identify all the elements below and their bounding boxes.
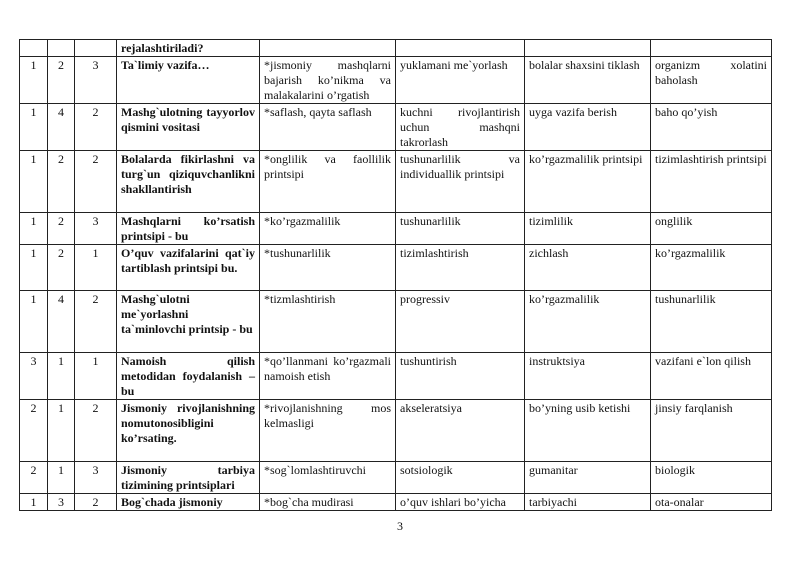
- column-1-cell: 2: [20, 400, 48, 462]
- option-c-cell: bo’yning usib ketishi: [525, 400, 651, 462]
- column-2-cell: 1: [48, 400, 75, 462]
- option-a-cell: *bog`cha mudirasi: [260, 494, 396, 511]
- column-3-cell: 1: [75, 245, 117, 291]
- table-row: [20, 494, 772, 511]
- table-row: [20, 400, 772, 462]
- option-c-cell: ko’rgazmalilik: [525, 291, 651, 353]
- column-2-cell: 3: [48, 494, 75, 511]
- column-2-cell: 4: [48, 104, 75, 151]
- table-row: [20, 245, 772, 291]
- column-3-cell: 2: [75, 151, 117, 213]
- column-3-cell: 2: [75, 291, 117, 353]
- column-3-cell: 3: [75, 462, 117, 494]
- column-1-cell: 1: [20, 494, 48, 511]
- option-d-cell: tizimlashtirish printsipi: [651, 151, 772, 213]
- table-row: [20, 353, 772, 400]
- option-b-cell: yuklamani me`yorlash: [396, 57, 525, 104]
- option-b-cell: tushunarlilik: [396, 213, 525, 245]
- column-3-cell: [75, 40, 117, 57]
- option-a-cell: *saflash, qayta saflash: [260, 104, 396, 151]
- question-cell: Mashg`ulotni me`yorlashni ta`minlovchi printsip - bu: [117, 291, 260, 353]
- column-3-cell: 1: [75, 353, 117, 400]
- column-1-cell: 1: [20, 213, 48, 245]
- column-3-cell: 3: [75, 57, 117, 104]
- option-b-cell: sotsiologik: [396, 462, 525, 494]
- option-d-cell: ota-onalar: [651, 494, 772, 511]
- option-a-cell: *rivojlanishning mos kelmasligi: [260, 400, 396, 462]
- question-cell: Mashg`ulotning tayyorlov qismini vositasi: [117, 104, 260, 151]
- table-row: [20, 462, 772, 494]
- option-d-cell: ko’rgazmalilik: [651, 245, 772, 291]
- option-d-cell: [651, 40, 772, 57]
- option-d-cell: vazifani e`lon qilish: [651, 353, 772, 400]
- column-1-cell: 1: [20, 57, 48, 104]
- option-b-cell: o’quv ishlari bo’yicha: [396, 494, 525, 511]
- column-2-cell: 2: [48, 151, 75, 213]
- option-a-cell: *onglilik va faollilik printsipi: [260, 151, 396, 213]
- option-b-cell: tushunarlilik va individuallik printsipi: [396, 151, 525, 213]
- question-cell: Bog`chada jismoniy: [117, 494, 260, 511]
- table-row: [20, 104, 772, 151]
- option-c-cell: instruktsiya: [525, 353, 651, 400]
- option-a-cell: [260, 40, 396, 57]
- option-b-cell: akseleratsiya: [396, 400, 525, 462]
- column-1-cell: 1: [20, 245, 48, 291]
- option-b-cell: progressiv: [396, 291, 525, 353]
- column-1-cell: 2: [20, 462, 48, 494]
- question-cell: Mashqlarni ko’rsatish printsipi - bu: [117, 213, 260, 245]
- option-c-cell: uyga vazifa berish: [525, 104, 651, 151]
- column-1-cell: 3: [20, 353, 48, 400]
- option-b-cell: tushuntirish: [396, 353, 525, 400]
- option-a-cell: *jismoniy mashqlarni bajarish ko’nikma va malakalarini o’rgatish: [260, 57, 396, 104]
- option-c-cell: tarbiyachi: [525, 494, 651, 511]
- option-a-cell: *tizmlashtirish: [260, 291, 396, 353]
- option-a-cell: *qo’llanmani ko’rgazmali namoish etish: [260, 353, 396, 400]
- question-cell: rejalashtiriladi?: [117, 40, 260, 57]
- column-3-cell: 3: [75, 213, 117, 245]
- column-1-cell: [20, 40, 48, 57]
- option-c-cell: ko’rgazmalilik printsipi: [525, 151, 651, 213]
- column-1-cell: 1: [20, 151, 48, 213]
- option-b-cell: tizimlashtirish: [396, 245, 525, 291]
- option-d-cell: jinsiy farqlanish: [651, 400, 772, 462]
- column-3-cell: 2: [75, 104, 117, 151]
- question-cell: Jismoniy rivojlanishning nomutonosibligini ko’rsating.: [117, 400, 260, 462]
- table-row: [20, 213, 772, 245]
- option-a-cell: *tushunarlilik: [260, 245, 396, 291]
- option-a-cell: *ko’rgazmalilik: [260, 213, 396, 245]
- question-cell: Namoish qilish metodidan foydalanish –bu: [117, 353, 260, 400]
- question-cell: Jismoniy tarbiya tizimining printsiplari: [117, 462, 260, 494]
- page-number: 3: [397, 519, 403, 533]
- option-c-cell: [525, 40, 651, 57]
- test-questions-table: [19, 39, 772, 511]
- table-row: [20, 57, 772, 104]
- question-cell: O’quv vazifalarini qat`iy tartiblash printsipi bu.: [117, 245, 260, 291]
- column-2-cell: 2: [48, 245, 75, 291]
- column-1-cell: 1: [20, 291, 48, 353]
- question-cell: Ta`limiy vazifa…: [117, 57, 260, 104]
- option-d-cell: organizm xolatini baholash: [651, 57, 772, 104]
- column-2-cell: 2: [48, 213, 75, 245]
- option-c-cell: tizimlilik: [525, 213, 651, 245]
- option-b-cell: [396, 40, 525, 57]
- column-2-cell: 4: [48, 291, 75, 353]
- column-3-cell: 2: [75, 400, 117, 462]
- option-b-cell: kuchni rivojlantirish uchun mashqni takrorlash: [396, 104, 525, 151]
- table-row: [20, 40, 772, 57]
- column-1-cell: 1: [20, 104, 48, 151]
- option-c-cell: zichlash: [525, 245, 651, 291]
- option-d-cell: onglilik: [651, 213, 772, 245]
- column-2-cell: [48, 40, 75, 57]
- table-row: [20, 291, 772, 353]
- table-row: [20, 151, 772, 213]
- option-c-cell: gumanitar: [525, 462, 651, 494]
- column-2-cell: 1: [48, 462, 75, 494]
- option-d-cell: baho qo’yish: [651, 104, 772, 151]
- column-2-cell: 1: [48, 353, 75, 400]
- option-d-cell: biologik: [651, 462, 772, 494]
- option-d-cell: tushunarlilik: [651, 291, 772, 353]
- option-a-cell: *sog`lomlashtiruvchi: [260, 462, 396, 494]
- option-c-cell: bolalar shaxsini tiklash: [525, 57, 651, 104]
- question-cell: Bolalarda fikirlashni va turg`un qiziquvchanlikni shakllantirish: [117, 151, 260, 213]
- column-3-cell: 2: [75, 494, 117, 511]
- column-2-cell: 2: [48, 57, 75, 104]
